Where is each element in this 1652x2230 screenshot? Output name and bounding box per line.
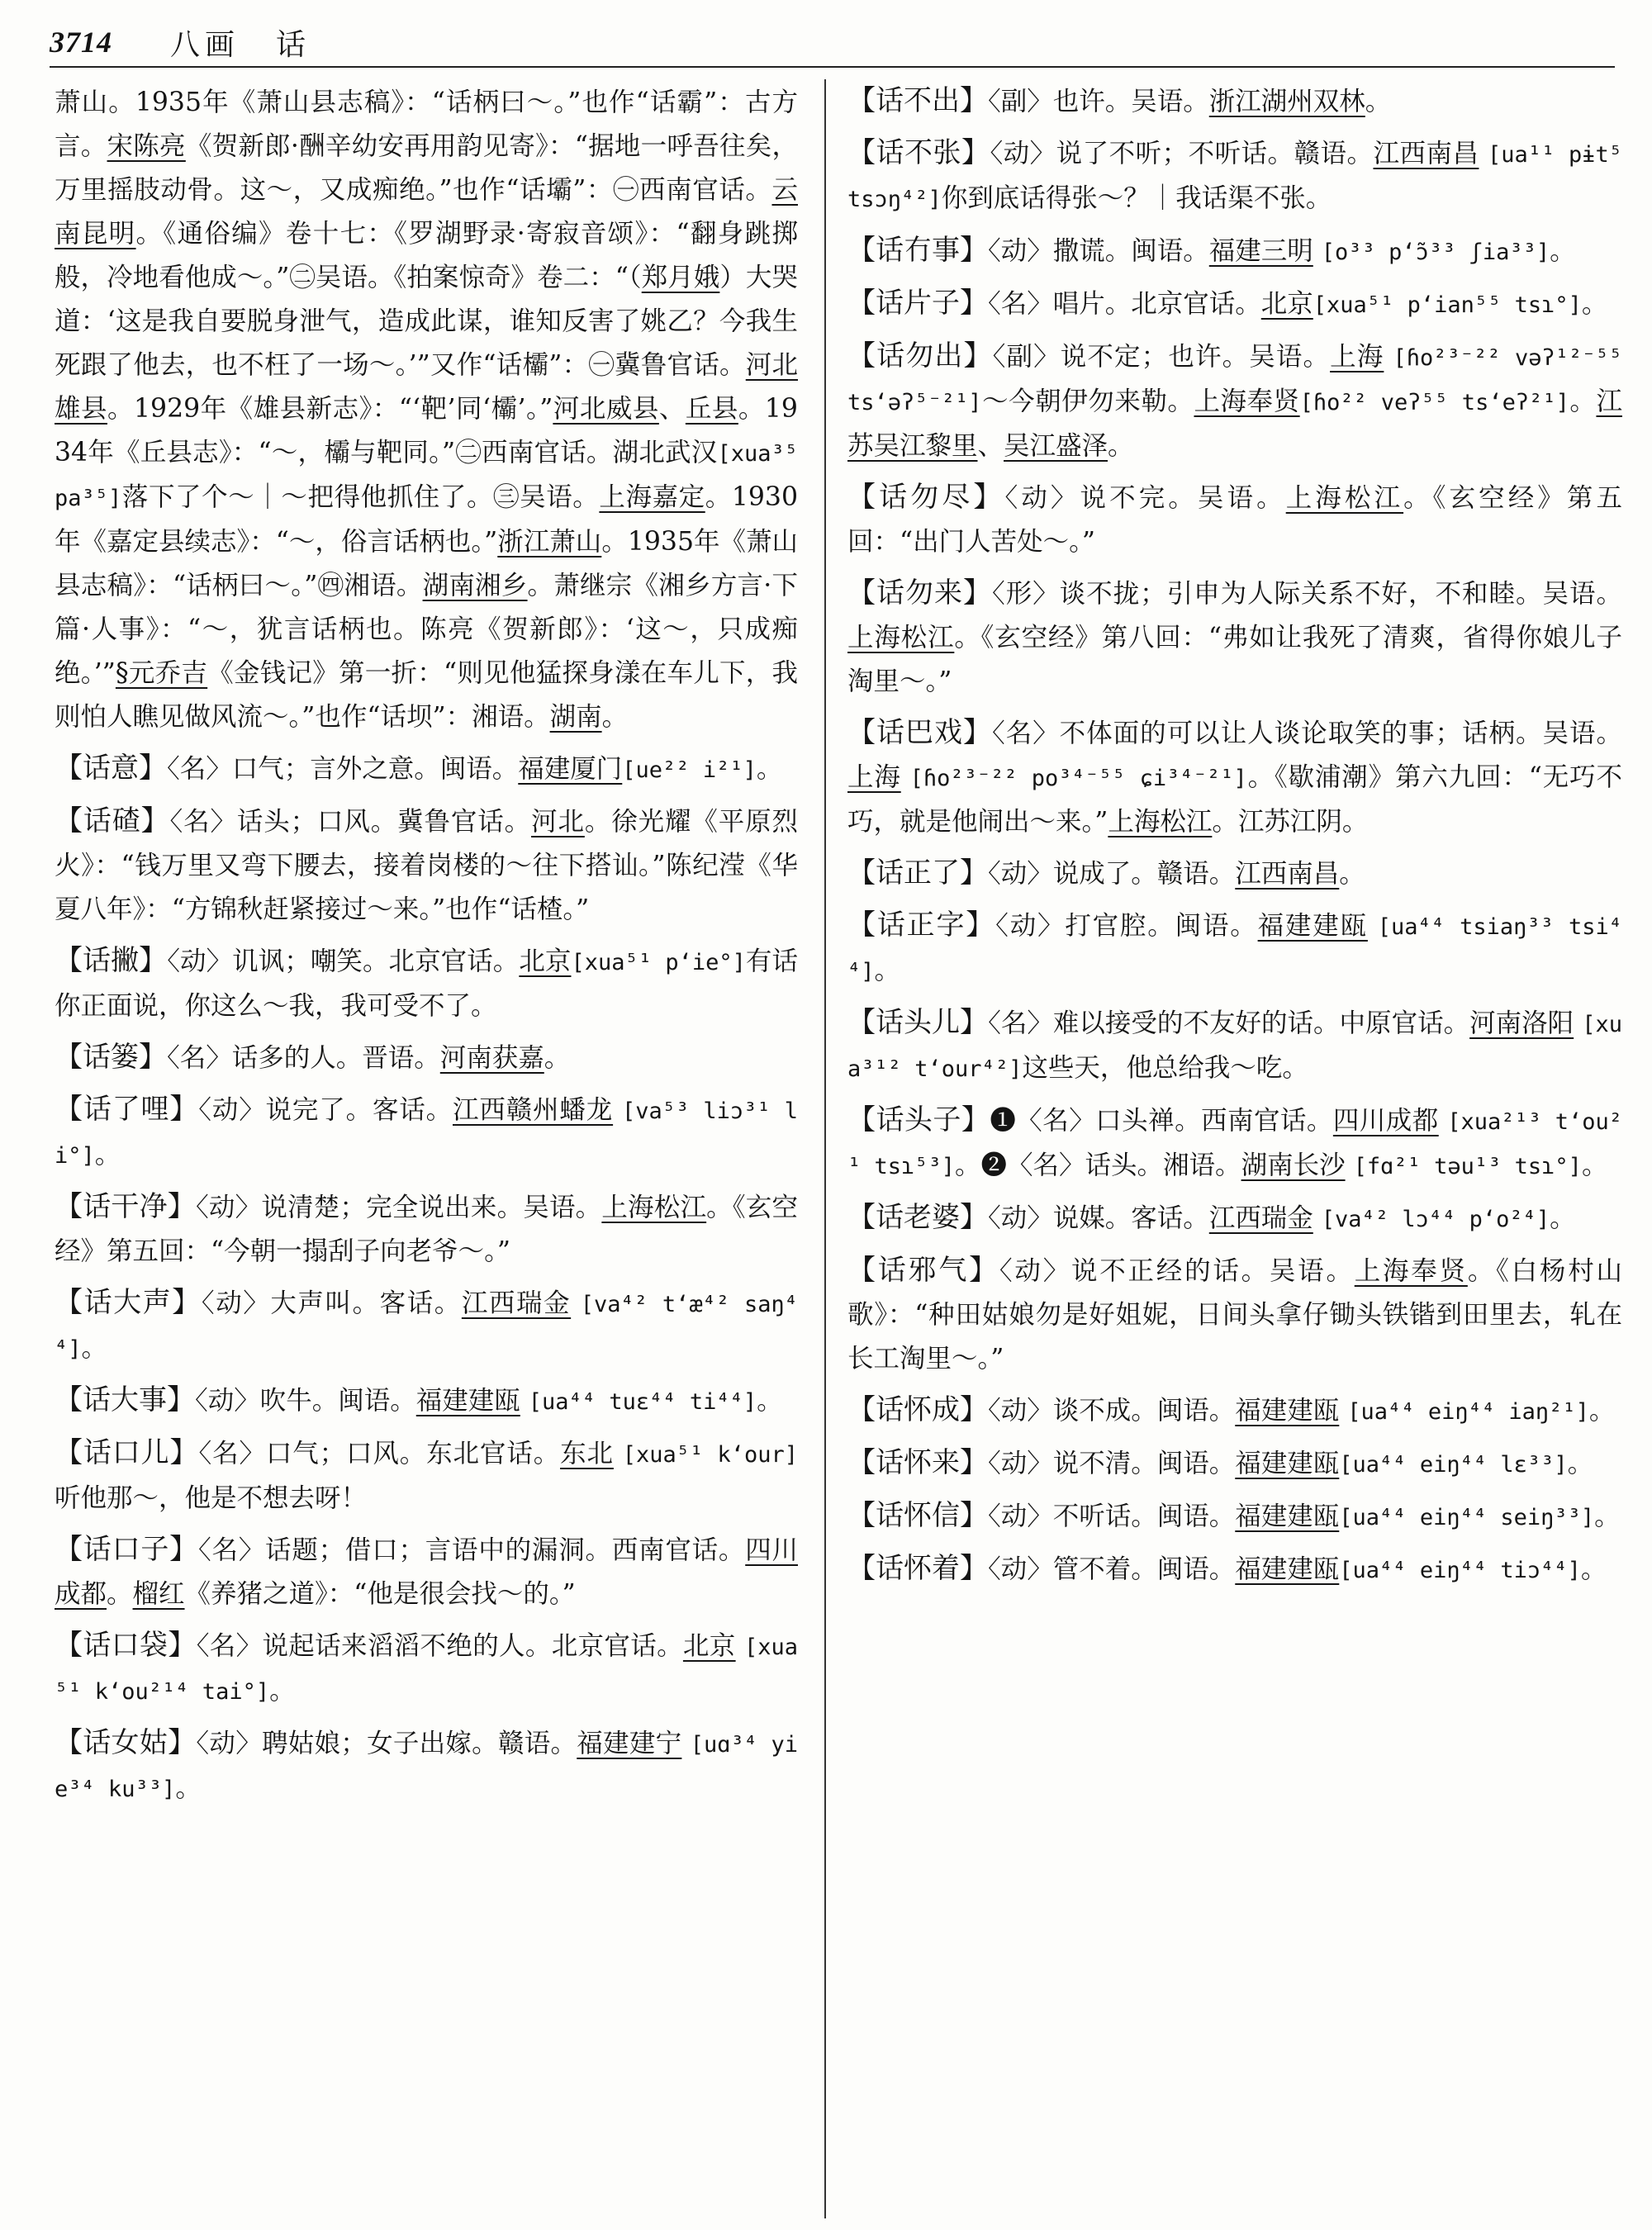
dictionary-entry <box>55 1036 798 1080</box>
place-name: 湖南 <box>549 702 602 732</box>
place-name: 河北威县 <box>553 394 659 424</box>
pronunciation: [xua⁵¹ p‘ie°] <box>571 950 746 975</box>
place-name: 四川成都 <box>55 1535 798 1609</box>
entry-headword: 【话怀成】 <box>847 1393 988 1426</box>
definition-text <box>1439 1106 1447 1136</box>
definition-text: 〈动〉说清楚；完全说出来。吴语。 <box>195 1193 602 1222</box>
pronunciation: [ua⁴⁴ eiŋ⁴⁴ lɛ³³] <box>1339 1452 1568 1478</box>
definition-text: 、 <box>658 394 686 424</box>
definition-text: 有话你正面说，你这么～我，我可受不了。 <box>55 947 798 1021</box>
definition-text: ❶〈名〉口头禅。西南官话。 <box>990 1106 1333 1136</box>
dictionary-entry <box>847 1098 1622 1189</box>
place-name: 河北 <box>531 807 585 837</box>
entry-headword: 【话头子】 <box>847 1103 990 1136</box>
dictionary-entry <box>55 799 798 932</box>
place-name: 湖南长沙 <box>1241 1151 1346 1180</box>
place-name: 上海松江 <box>847 623 955 652</box>
entry-headword: 【话片子】 <box>847 287 988 320</box>
definition-text: 。 <box>874 956 901 985</box>
place-name: 北京 <box>1260 289 1313 319</box>
place-name: 上海松江 <box>1108 807 1213 837</box>
pronunciation: [ua⁴⁴ eiŋ⁴⁴ seiŋ³³] <box>1339 1505 1595 1530</box>
pronunciation: [ua⁴⁴ tuɛ⁴⁴ ti⁴⁴] <box>528 1389 757 1415</box>
definition-text <box>1313 1203 1322 1233</box>
definition-text: 〈动〉说成了。赣语。 <box>988 859 1236 889</box>
dictionary-entry <box>847 131 1622 221</box>
dictionary-entry <box>847 852 1622 896</box>
definition-text: 。 <box>1339 859 1365 889</box>
definition-text: 。 <box>107 1579 133 1609</box>
definition-text: 萧山 <box>55 88 109 117</box>
definition-text: ）大哭道：‘这是我自要脱身泄气，造成此谋，谁知反害了姚乙？今我生死跟了他去，也不枉了一场～。’”又作“话欛”：㊀冀鲁官话。 <box>55 263 798 380</box>
pronunciation: [va⁴² t‘æ⁴² saŋ⁴⁴] <box>55 1292 798 1362</box>
definition-text: 〈动〉打官腔。闽语。 <box>995 911 1258 941</box>
definition-text: 〈名〉难以接受的不友好的话。中原官话。 <box>988 1008 1470 1038</box>
place-name: 河北雄县 <box>55 350 798 424</box>
entry-headword: 【话怀着】 <box>847 1552 988 1585</box>
definition-text: 〈动〉不听话。闽语。 <box>988 1502 1236 1531</box>
place-name: 上海嘉定 <box>599 482 705 512</box>
place-name: §元乔吉 <box>115 658 208 688</box>
place-name: 云南昆明 <box>55 175 798 249</box>
definition-text: 落下了个～｜～把得他抓住了。㊂吴语。 <box>121 482 600 512</box>
place-name: 上海奉贤 <box>1354 1256 1468 1286</box>
pronunciation: [xua⁵¹ k‘our] <box>622 1442 798 1468</box>
place-name: 上海松江 <box>601 1193 707 1222</box>
entry-headword: 【话老婆】 <box>847 1201 988 1234</box>
pronunciation: [xua³¹² t‘our⁴²] <box>847 1012 1622 1082</box>
place-name: 东北 <box>560 1439 614 1468</box>
dictionary-entry <box>847 476 1622 564</box>
definition-text: 《养猪之道》：“他是很会找～的。” <box>184 1579 576 1609</box>
place-name: 浙江萧山 <box>497 527 602 557</box>
dictionary-entry <box>55 1721 798 1811</box>
pronunciation: [ua⁴⁴ eiŋ⁴⁴ iaŋ²¹] <box>1347 1399 1589 1425</box>
definition-text: 。《白杨村山歌》：“种田姑娘勿是好姐妮，日间头拿仔锄头铁锴到田里去，轧在长工淘里～。” <box>847 1256 1622 1374</box>
left-column <box>55 79 798 2218</box>
entry-headword: 【话口子】 <box>55 1533 198 1566</box>
definition-text: 〈动〉撒谎。闽语。 <box>988 236 1209 266</box>
dictionary-entry <box>847 1494 1622 1540</box>
place-name: 福建建宁 <box>577 1729 682 1758</box>
definition-text <box>901 762 910 792</box>
pronunciation: [uɑ³⁴ yie³⁴ ku³³] <box>55 1732 798 1802</box>
definition-text: 。 <box>601 702 629 732</box>
stroke-count-label: 八画 <box>170 27 240 62</box>
definition-text: 〈副〉说不定；也许。吴语。 <box>992 342 1331 372</box>
definition-text: 〈名〉话题；借口；言语中的漏洞。西南官话。 <box>197 1535 746 1565</box>
definition-text: 。 <box>544 1043 571 1073</box>
definition-text: 〈动〉说完了。客话。 <box>198 1095 453 1125</box>
header-rule <box>50 66 1615 68</box>
definition-text: 。 <box>1569 387 1597 416</box>
place-name: 上海奉贤 <box>1194 387 1300 416</box>
place-name: 福建建瓯 <box>1235 1554 1340 1584</box>
definition-text: 。 <box>1581 289 1608 319</box>
definition-text: 。 <box>1588 1396 1616 1426</box>
dictionary-entry <box>847 904 1622 994</box>
dictionary-entry <box>847 1249 1622 1381</box>
dictionary-entry <box>847 1388 1622 1434</box>
dictionary-entry <box>55 1088 798 1178</box>
dictionary-entry <box>847 229 1622 274</box>
entry-headword: 【话不出】 <box>847 84 988 117</box>
place-name: 郑月娥 <box>641 263 720 292</box>
dictionary-entry <box>55 1431 798 1521</box>
definition-text: 。 <box>175 1773 202 1803</box>
definition-text: 。1934年《丘县志》：“～，欛与靶同。”㊁西南官话。湖北武汉 <box>55 394 798 467</box>
pronunciation: [ɦo²³⁻²² po³⁴⁻⁵⁵ ɕi³⁴⁻²¹] <box>909 766 1247 791</box>
entry-headword: 【话怀来】 <box>847 1446 988 1479</box>
definition-text: 。 <box>1550 1203 1576 1233</box>
entry-headword: 【话巴戏】 <box>847 716 992 749</box>
definition-text: 〈动〉吹牛。闽语。 <box>195 1386 416 1416</box>
definition-text: 〈名〉口气；口风。东北官话。 <box>198 1439 561 1468</box>
place-name: 江西瑞金 <box>1208 1203 1313 1233</box>
definition-text: 。1930年《嘉定县续志》：“～，俗言话柄也。” <box>55 482 798 557</box>
definition-text: 。 <box>1580 1554 1607 1584</box>
definition-text: 。1929年《雄县新志》：“‘靶’同‘欛’。” <box>107 394 553 424</box>
place-name: 河南获嘉 <box>439 1043 544 1073</box>
definition-text: 〈名〉话头；口风。冀鲁官话。 <box>169 807 532 837</box>
place-name: 湖南湘乡 <box>422 571 528 600</box>
definition-text: 〈副〉也许。吴语。 <box>988 87 1209 116</box>
dictionary-entry <box>55 1624 798 1714</box>
entry-headword: 【话怀信】 <box>847 1499 988 1532</box>
right-column <box>847 79 1622 2218</box>
entry-headword: 【话勿来】 <box>847 576 992 610</box>
definition-text <box>681 1729 690 1758</box>
definition-text <box>520 1386 529 1416</box>
entry-headword: 【话篓】 <box>55 1041 167 1074</box>
place-name: 福建建瓯 <box>1235 1449 1340 1478</box>
definition-text: 。《歇浦潮》第六九回：“无巧不巧，就是他闹出～来。” <box>847 762 1622 837</box>
definition-text: 。江苏江阴。 <box>1212 807 1369 837</box>
definition-text: 〈名〉话多的人。晋语。 <box>167 1043 440 1073</box>
pronunciation: [ua⁴⁴ eiŋ⁴⁴ tiɔ⁴⁴] <box>1339 1558 1581 1583</box>
pronunciation: [va⁵³ liɔ³¹ li°] <box>55 1098 798 1169</box>
definition-text: 《贺新郎·酬辛幼安再用韵见寄》：“据地一呼吾往矣，万里摇肢动骨。这～，又成痴绝。”也作“话壩”：㊀西南官话。 <box>55 131 798 205</box>
pronunciation: [ua¹¹ pɨt⁵ tsɔŋ⁴²] <box>847 142 1622 212</box>
definition-text: 〈动〉管不着。闽语。 <box>988 1554 1236 1584</box>
dictionary-entry <box>55 939 798 1028</box>
definition-text: 听他那～，他是不想去呀！ <box>55 1483 368 1513</box>
definition-text: 。 <box>1594 1502 1621 1531</box>
entry-headword: 【话意】 <box>55 752 167 785</box>
definition-text: 。❷〈名〉话头。湘语。 <box>955 1151 1241 1180</box>
place-name: 上海松江 <box>1285 483 1404 513</box>
entry-headword: 【话干净】 <box>55 1190 196 1223</box>
pronunciation: [ua⁴⁴ tsiaŋ³³ tsi⁴⁴] <box>847 914 1622 985</box>
definition-text: 〈形〉谈不拢；引申为人际关系不好，不和睦。吴语。 <box>991 579 1622 609</box>
definition-text: 〈名〉说起话来滔滔不绝的人。北京官话。 <box>196 1631 683 1661</box>
entry-headword: 【话碴】 <box>55 804 170 837</box>
place-name: 江西赣州蟠龙 <box>453 1095 614 1125</box>
entry-headword: 【话不张】 <box>847 136 990 169</box>
definition-text: 。 <box>269 1676 296 1706</box>
definition-text <box>1384 342 1393 372</box>
pronunciation: [va⁴² lɔ⁴⁴ p‘o²⁴] <box>1321 1207 1550 1232</box>
definition-text: 。1935年《萧山县志稿》：“话柄曰～。”㊃湘语。 <box>55 527 798 600</box>
place-name: 榴红 <box>132 1579 185 1609</box>
definition-text: 。《玄空经》第五回：“今朝一搨刮子向老爷～。” <box>55 1193 798 1266</box>
entry-headword: 【话口儿】 <box>55 1436 199 1469</box>
dictionary-entry <box>847 711 1622 844</box>
radical-label: 话 <box>276 27 306 62</box>
place-name: 江西南昌 <box>1373 139 1479 168</box>
dictionary-entry <box>847 572 1622 704</box>
dictionary-entry <box>847 334 1622 468</box>
definition-text: 《金钱记》第一折：“则见他猛探身漾在车儿下，我则怕人瞧见做风流～。”也作“话坝”：湘语。 <box>55 658 798 732</box>
definition-text: 〈名〉唱片。北京官话。 <box>988 289 1261 319</box>
definition-text: 。 <box>94 1140 121 1170</box>
page-number: 3714 <box>50 26 112 59</box>
definition-text: 。 <box>1365 87 1392 116</box>
definition-text <box>571 1288 581 1318</box>
place-name: 江西瑞金 <box>461 1288 572 1318</box>
entry-headword: 【话大事】 <box>55 1383 195 1416</box>
place-name: 福建厦门 <box>518 754 623 784</box>
definition-text <box>1339 1396 1347 1426</box>
place-name: 浙江湖州双林 <box>1208 87 1365 116</box>
definition-text: 〈动〉聘姑娘；女子出嫁。赣语。 <box>196 1729 577 1758</box>
entry-headword: 【话正了】 <box>847 856 988 890</box>
place-name: 吴江盛泽 <box>1004 431 1108 461</box>
entry-continuation <box>55 81 798 739</box>
definition-text: 。1935年《萧山县志稿》：“话柄曰～。”也作“话霸”：古方言。 <box>55 88 798 161</box>
definition-text: ～今朝伊勿来勒。 <box>981 387 1194 416</box>
dictionary-entry <box>55 1185 798 1274</box>
dictionary-entry <box>847 79 1622 124</box>
place-name: 丘县 <box>685 394 738 424</box>
page-header <box>50 25 1611 62</box>
pronunciation: [o³³ p‘ɔ̃³³ ʃia³³] <box>1321 240 1550 265</box>
pronunciation: [ɦo²² veʔ⁵⁵ ts‘eʔ²¹] <box>1299 390 1569 415</box>
definition-text <box>1313 236 1322 266</box>
definition-text: 〈动〉说媒。客话。 <box>988 1203 1209 1233</box>
entry-headword: 【话撇】 <box>55 944 168 977</box>
place-name: 江西南昌 <box>1235 859 1340 889</box>
place-name: 四川成都 <box>1332 1106 1439 1136</box>
place-name: 北京 <box>519 947 572 976</box>
place-name: 宋陈亮 <box>107 131 186 161</box>
definition-text: 〈名〉不体面的可以让人谈论取笑的事；话柄。吴语。 <box>991 719 1622 748</box>
definition-text: 〈名〉口气；言外之意。闽语。 <box>167 754 519 784</box>
definition-text: 。 <box>1550 236 1576 266</box>
entry-headword: 【话冇事】 <box>847 234 988 267</box>
pronunciation: [xua³⁵ pa³⁵] <box>55 441 798 511</box>
definition-text: 。 <box>81 1333 108 1363</box>
pronunciation: [ɦo²³⁻²² vəʔ¹²⁻⁵⁵ ts‘əʔ⁵⁻²¹] <box>847 345 1622 415</box>
definition-text: 〈动〉谈不成。闽语。 <box>988 1396 1236 1426</box>
definition-text <box>1368 911 1378 941</box>
column-divider <box>824 79 826 2218</box>
pronunciation: [xua²¹³ t‘ou²¹ tsɿ⁵³] <box>847 1109 1622 1179</box>
definition-text: 。 <box>1567 1449 1594 1478</box>
dictionary-entry <box>55 1281 798 1371</box>
entry-headword: 【话了哩】 <box>55 1093 199 1126</box>
definition-text: 。《通俗编》卷十七：《罗湖野录·寄寂音颂》：“翻身跳掷般，冷地看他成～。”㊁吴语。《拍案惊奇》卷二：“（ <box>55 219 798 292</box>
place-name: 福建建瓯 <box>1235 1502 1340 1531</box>
definition-text: 。《玄空经》第八回：“弗如让我死了清爽，省得你娘儿子淘里～。” <box>847 623 1622 696</box>
dictionary-entry <box>847 1547 1622 1592</box>
place-name: 福建建瓯 <box>1257 911 1368 941</box>
place-name: 福建建瓯 <box>1235 1396 1340 1426</box>
dictionary-entry <box>847 1001 1622 1091</box>
dictionary-entry <box>55 1378 798 1424</box>
pronunciation: [fɑ²¹ təu¹³ tsɿ°] <box>1353 1154 1582 1179</box>
dictionary-entry <box>55 1528 798 1616</box>
entry-headword: 【话勿尽】 <box>847 481 1005 514</box>
definition-text: 〈动〉大声叫。客话。 <box>201 1288 462 1318</box>
dictionary-entry <box>847 1441 1622 1487</box>
dictionary-entry <box>847 282 1622 327</box>
place-name: 福建建瓯 <box>415 1386 520 1416</box>
definition-text: 、 <box>977 431 1004 461</box>
entry-headword: 【话大声】 <box>55 1286 202 1319</box>
definition-text <box>736 1631 744 1661</box>
definition-text: 。 <box>757 1386 783 1416</box>
definition-text: 这些天，他总给我～吃。 <box>1022 1053 1308 1083</box>
definition-text <box>613 1095 622 1125</box>
place-name: 上海 <box>847 762 901 792</box>
definition-text: 。 <box>756 754 783 784</box>
definition-text <box>1346 1151 1354 1180</box>
place-name: 江苏吴江黎里 <box>847 387 1622 461</box>
pronunciation: [ue²² i²¹] <box>622 757 757 783</box>
definition-text: 。《玄空经》第五回：“出门人苦处～。” <box>847 483 1622 557</box>
entry-headword: 【话头儿】 <box>847 1006 989 1039</box>
pronunciation: [xua⁵¹ p‘ian⁵⁵ tsɿ°] <box>1313 292 1582 318</box>
definition-text <box>1479 139 1488 168</box>
entry-headword: 【话口袋】 <box>55 1629 197 1662</box>
definition-text: 〈动〉说了不听；不听话。赣语。 <box>990 139 1374 168</box>
entry-headword: 【话勿出】 <box>847 339 993 372</box>
pronunciation: [xua⁵¹ k‘ou²¹⁴ tai°] <box>55 1635 798 1705</box>
place-name: 福建三明 <box>1208 236 1313 266</box>
definition-text <box>614 1439 623 1468</box>
entry-headword: 【话女姑】 <box>55 1726 197 1759</box>
definition-text: 〈动〉说不完。吴语。 <box>1004 483 1286 513</box>
definition-text: 〈动〉说不清。闽语。 <box>988 1449 1236 1478</box>
place-name: 上海 <box>1330 342 1384 372</box>
dictionary-entry <box>847 1196 1622 1241</box>
definition-text: 〈动〉说不正经的话。吴语。 <box>999 1256 1355 1286</box>
place-name: 河南洛阳 <box>1469 1008 1574 1038</box>
entry-headword: 【话邪气】 <box>847 1254 999 1287</box>
dictionary-entry <box>55 747 798 792</box>
definition-text: 。 <box>1108 431 1134 461</box>
place-name: 北京 <box>682 1631 736 1661</box>
definition-text: 你到底话得张～？｜我话渠不张。 <box>941 183 1332 213</box>
definition-text: 〈动〉讥讽；嘲笑。北京官话。 <box>167 947 520 976</box>
definition-text: 。萧继宗《湘乡方言·下篇·人事》：“～，犹言话柄也。陈亮《贺新郎》：‘这～，只成痴绝。’” <box>55 571 798 688</box>
definition-text <box>1574 1008 1582 1038</box>
definition-text: 。徐光耀《平原烈火》：“钱万里又弯下腰去，接着岗楼的～往下搭讪。”陈纪滢《华夏八年》：“方锦秋赶紧接过～来。”也作“话楂。” <box>55 807 798 924</box>
entry-headword: 【话正字】 <box>847 909 996 942</box>
definition-text: 。 <box>1581 1151 1608 1180</box>
